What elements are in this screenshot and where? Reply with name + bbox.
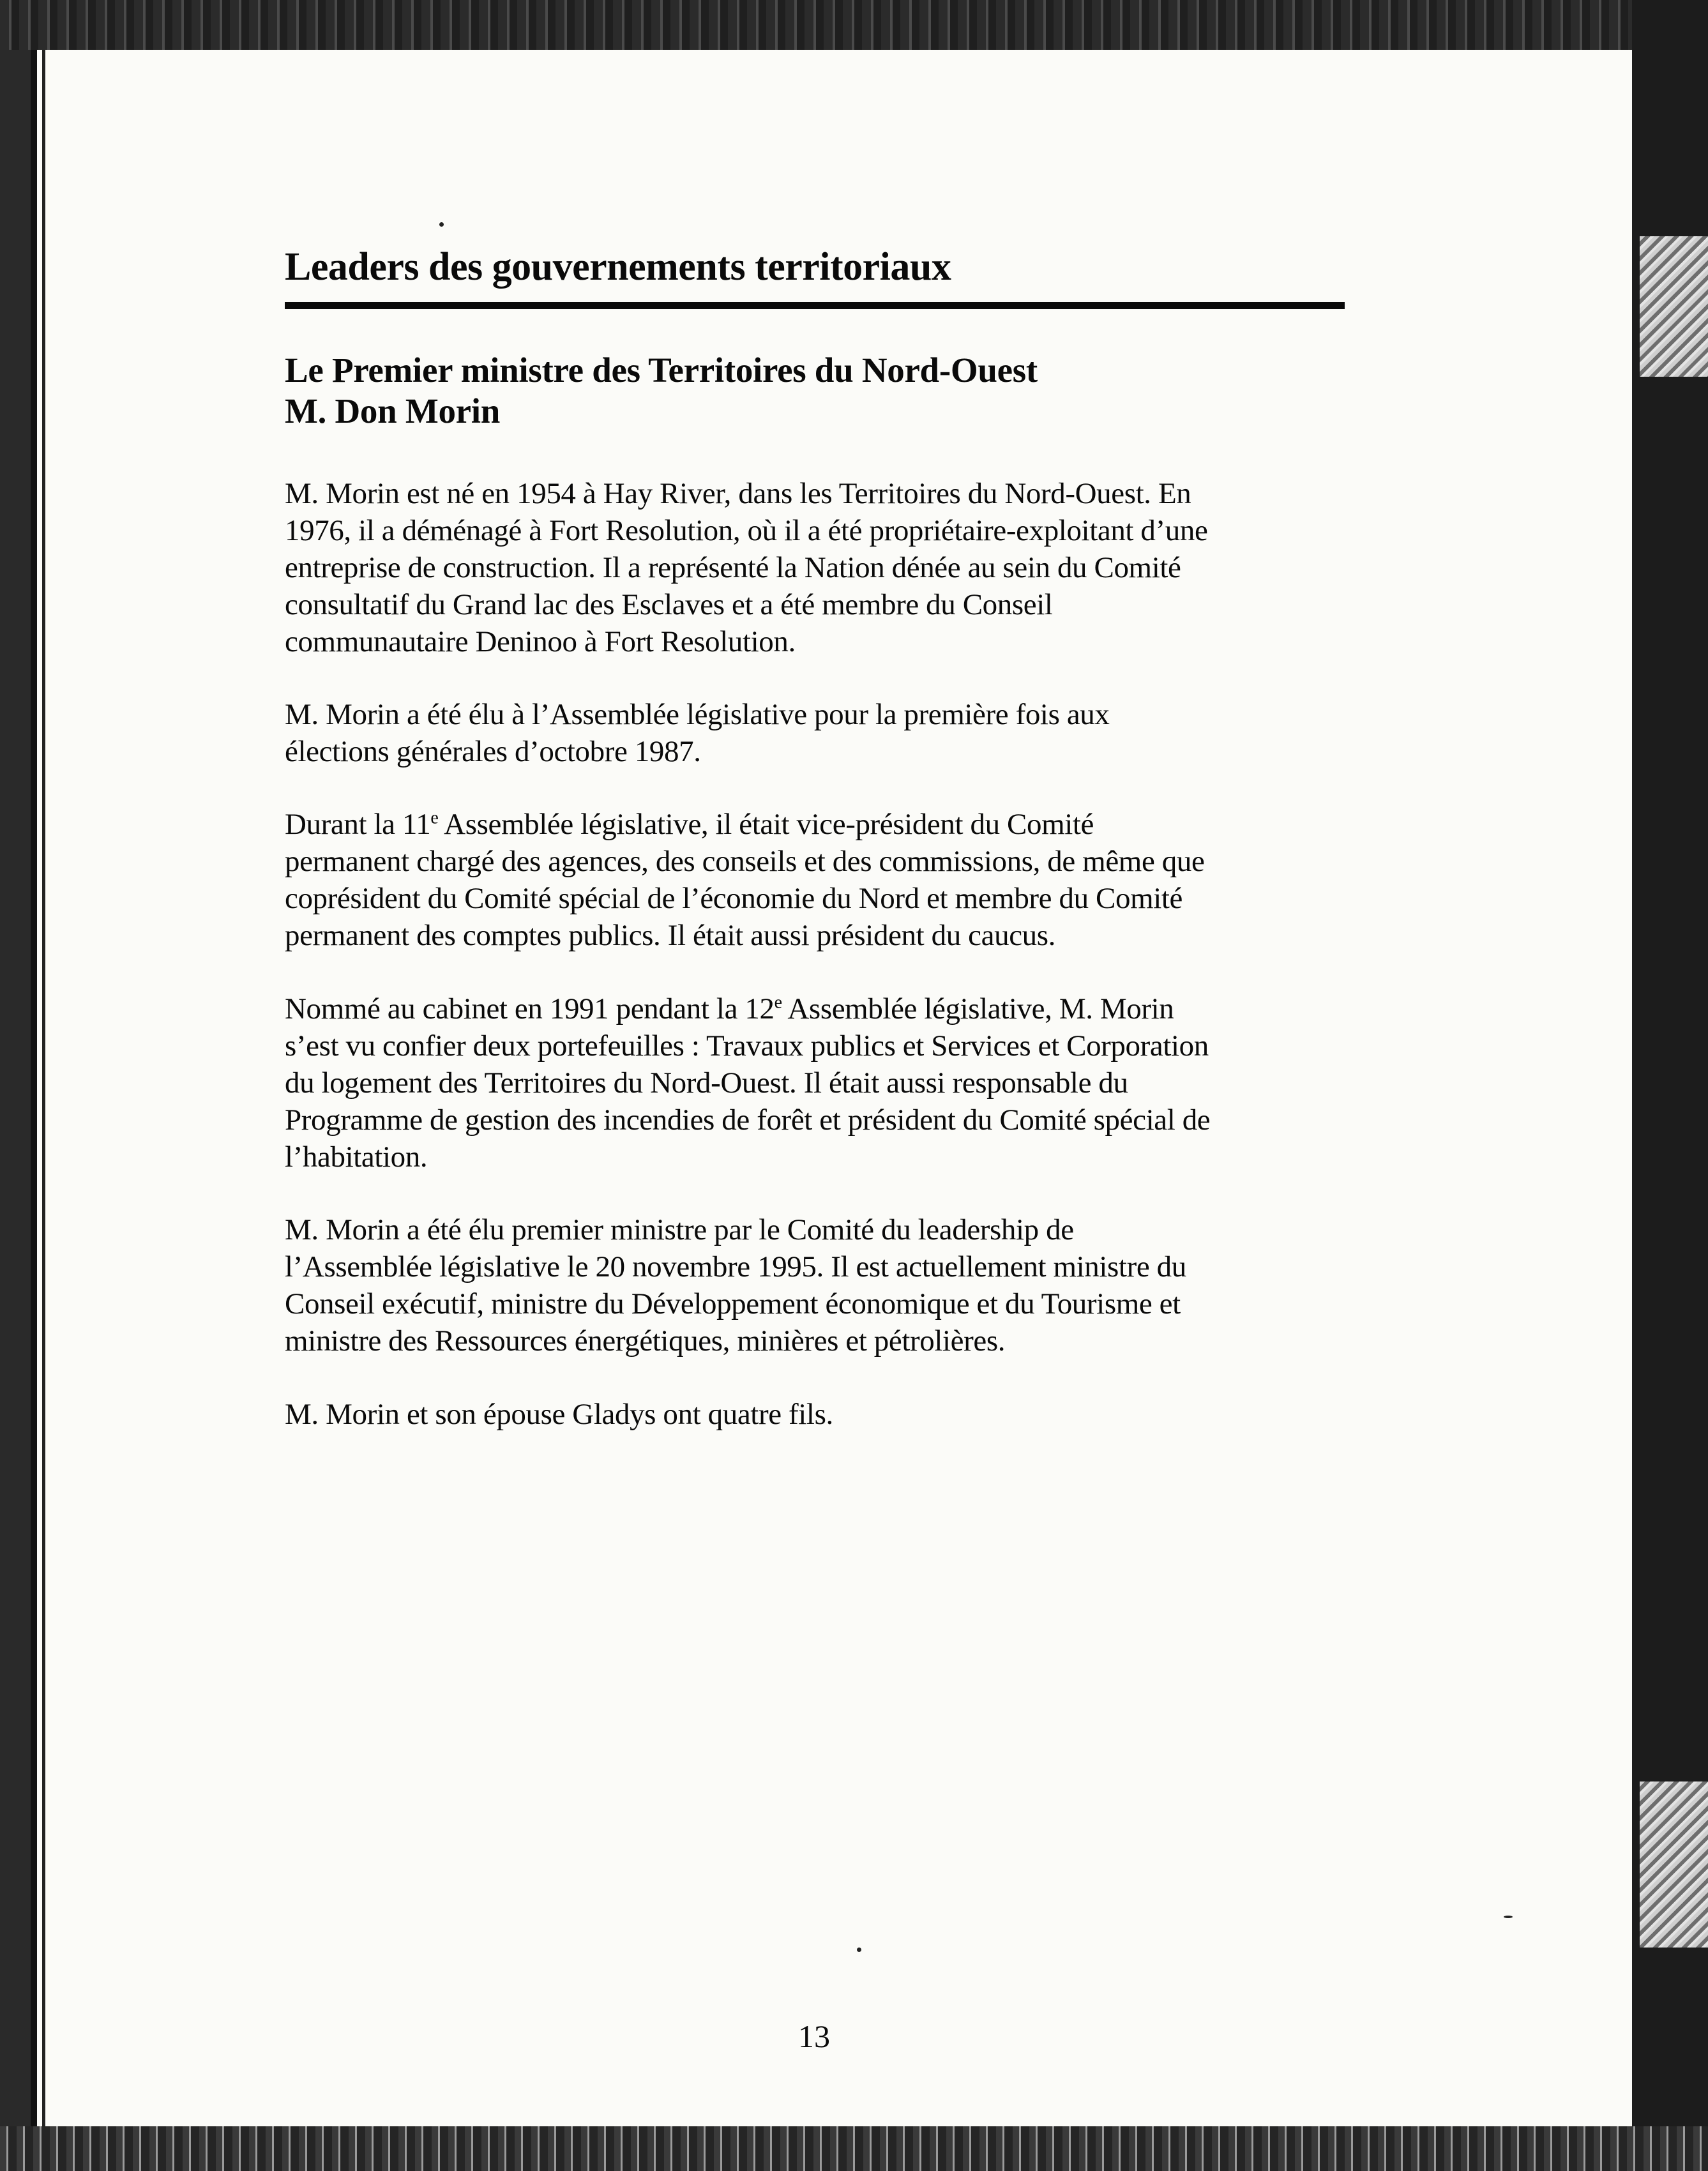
text-line [285, 806, 1345, 843]
paragraph-premier [285, 1211, 1345, 1359]
text-line: s’est vu confier deux portefeuilles : Travaux publics et Services et Corporation [285, 1029, 1209, 1063]
text-line: M. Morin et son épouse Gladys ont quatre fils. [285, 1398, 833, 1431]
paragraph-election [285, 696, 1345, 770]
ordinal-superscript: e [430, 808, 439, 828]
subtitle [285, 350, 1038, 432]
ordinal-superscript: e [774, 992, 782, 1013]
text-fragment: Nommé au cabinet en 1991 pendant la 12 [285, 992, 775, 1025]
paragraph-birth [285, 475, 1345, 660]
text-line: communautaire Deninoo à Fort Resolution. [285, 625, 796, 658]
paragraph-12th-assembly [285, 990, 1345, 1176]
paragraph-11th-assembly [285, 806, 1345, 954]
scan-speck [1504, 1916, 1513, 1918]
text-line: permanent des comptes publics. Il était aussi président du caucus. [285, 919, 1056, 952]
scan-top-border [0, 0, 1708, 50]
scan-bottom-border [0, 2126, 1708, 2171]
binding-rule [42, 50, 45, 2126]
text-line: du logement des Territoires du Nord-Ouest. Il était aussi responsable du [285, 1066, 1128, 1100]
text-line: 1976, il a déménagé à Fort Resolution, où il a été propriétaire-exploitant d’une [285, 514, 1208, 547]
text-line: M. Morin est né en 1954 à Hay River, dans les Territoires du Nord-Ouest. En [285, 477, 1191, 510]
text-line: ministre des Ressources énergétiques, minières et pétrolières. [285, 1324, 1006, 1358]
text-line: permanent chargé des agences, des conseils et des commissions, de même que [285, 845, 1205, 878]
text-line: M. Morin a été élu premier ministre par le Comité du leadership de [285, 1213, 1074, 1246]
text-line: consultatif du Grand lac des Esclaves et a été membre du Conseil [285, 588, 1053, 621]
scan-speck [857, 1948, 861, 1952]
paragraph-family [285, 1396, 1345, 1433]
subtitle-name: M. Don Morin [285, 391, 501, 430]
scan-noise-patch [1640, 236, 1708, 377]
subtitle-line: Le Premier ministre des Territoires du Nord-Ouest [285, 351, 1038, 390]
scan-noise-patch [1640, 1781, 1708, 1948]
section-title: Leaders des gouvernements territoriaux [285, 245, 951, 289]
text-fragment: Assemblée législative, M. Morin [782, 992, 1174, 1025]
text-fragment: Assemblée législative, il était vice-président du Comité [438, 808, 1094, 841]
text-fragment: Durant la 11 [285, 808, 431, 841]
page-number: 13 [798, 2018, 830, 2054]
text-line: Programme de gestion des incendies de forêt et président du Comité spécial de [285, 1103, 1211, 1137]
text-line [285, 990, 1345, 1027]
title-rule [285, 302, 1345, 309]
text-line: M. Morin a été élu à l’Assemblée législative pour la première fois aux [285, 698, 1110, 731]
scan-speck [439, 222, 444, 227]
text-line: Conseil exécutif, ministre du Développement économique et du Tourisme et [285, 1287, 1181, 1320]
text-line: coprésident du Comité spécial de l’économie du Nord et membre du Comité [285, 882, 1183, 915]
text-line: l’Assemblée législative le 20 novembre 1995. Il est actuellement ministre du [285, 1250, 1186, 1283]
text-line: l’habitation. [285, 1140, 428, 1174]
binding-rule [31, 50, 37, 2126]
text-line: élections générales d’octobre 1987. [285, 735, 701, 768]
text-line: entreprise de construction. Il a représenté la Nation dénée au sein du Comité [285, 551, 1181, 584]
